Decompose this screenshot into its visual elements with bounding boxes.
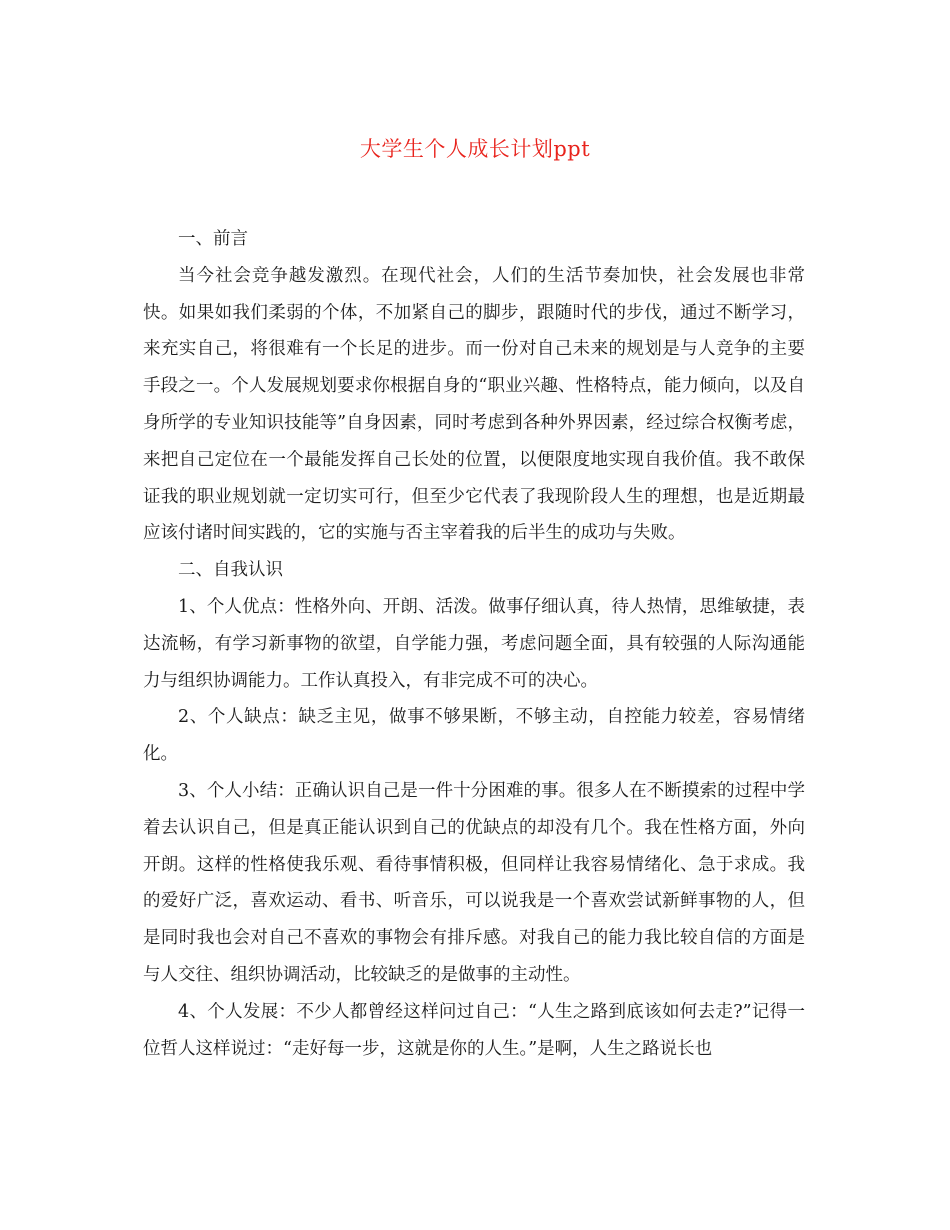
paragraph-weaknesses: 2、个人缺点：缺乏主见，做事不够果断，不够主动，自控能力较差，容易情绪化。 [143,707,805,765]
section-heading-self-knowledge: 二、自我认识 [178,560,283,581]
paragraph-development: 4、个人发展：不少人都曾经这样问过自己：“人生之路到底该如何去走?”记得一位哲人这样说过：“走好每一步，这就是你的人生。”是啊，人生之路说长也 [143,1001,805,1059]
paragraph-strengths: 1、个人优点：性格外向、开朗、活泼。做事仔细认真，待人热情，思维敏捷，表达流畅，有学习新事物的欲望，自学能力强，考虑问题全面，具有较强的人际沟通能力与组织协调能力。工作认真投入，有非完成不可的决心。 [143,596,805,691]
paragraph-preface: 当今社会竞争越发激烈。在现代社会，人们的生活节奏加快，社会发展也非常快。如果如我们柔弱的个体，不加紧自己的脚步，跟随时代的步伐，通过不断学习，来充实自己，将很难有一个长足的进步。而一份对自己未来的规划是与人竞争的主要手段之一。个人发展规划要求你根据自身的“职业兴趣、性格特点，能力倾向，以及自身所学的专业知识技能等”自身因素，同时考虑到各种外界因素，经过综合权衡考虑，来把自己定位在一个最能发挥自己长处的位置，以便限度地实现自我价值。我不敢保证我的职业规划就一定切实可行，但至少它代表了我现阶段人生的理想，也是近期最应该付诸时间实践的，它的实施与否主宰着我的后半生的成功与失败。 [143,265,805,544]
document-title: 大学生个人成长计划ppt [359,137,591,161]
paragraph-summary: 3、个人小结：正确认识自己是一件十分困难的事。很多人在不断摸索的过程中学着去认识自己，但是真正能认识到自己的优缺点的却没有几个。我在性格方面，外向开朗。这样的性格使我乐观、看待事情积极，但同样让我容易情绪化、急于求成。我的爱好广泛，喜欢运动、看书、听音乐，可以说我是一个喜欢尝试新鲜事物的人，但是同时我也会对自己不喜欢的事物会有排斥感。对我自己的能力我比较自信的方面是与人交往、组织协调活动，比较缺乏的是做事的主动性。 [143,780,805,985]
section-heading-preface: 一、前言 [178,229,248,249]
document-body [143,221,805,1067]
